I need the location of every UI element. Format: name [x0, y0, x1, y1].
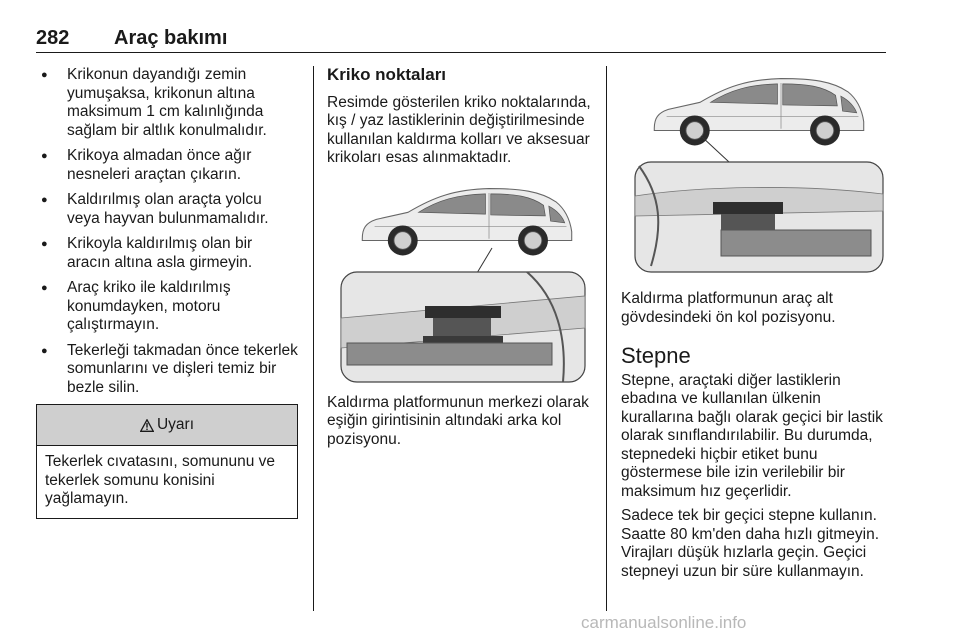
rear-jack-point-illustration: [327, 178, 592, 388]
safety-bullet-list: [36, 66, 298, 397]
list-item: ● Krikonun dayandığı zemin yumuşaksa, krikonun altına maksimum 1 cm kalınlığında sağlam bir altlık konulmalıdır.: [36, 66, 298, 140]
column-divider: [606, 66, 607, 611]
spare-wheel-usage-paragraph: Sadece tek bir geçici stepne kullanın. Saatte 80 km'den daha hızlı gitmeyin. Virajları düşük hızlarla geçin. Geçici stepneyi uzun bir süre kullanmayın.: [621, 507, 879, 580]
warning-header: [37, 405, 297, 446]
footer-watermark: carmanualsonline.info: [581, 613, 747, 632]
warning-box: [36, 404, 298, 519]
list-item: ● Krikoyla kaldırılmış olan bir aracın altına asla girmeyin.: [36, 235, 298, 272]
left-column: [36, 66, 298, 519]
section-heading-spare-wheel: Stepne: [621, 343, 691, 368]
list-item: ● Tekerleği takmadan önce tekerlek somunlarını ve dişleri temiz bir bezle silin.: [36, 342, 298, 398]
rear-jack-point-caption: Kaldırma platformunun merkezi olarak eşiğin girintisinin altındaki arka kol pozisyonu.: [327, 393, 589, 448]
middle-column: [327, 66, 592, 455]
list-item: ● Araç kriko ile kaldırılmış konumdayken, motoru çalıştırmayın.: [36, 279, 298, 335]
front-jack-point-illustration: [621, 66, 887, 276]
warning-triangle-icon: [140, 419, 154, 432]
warning-title: Uyarı: [156, 415, 195, 433]
right-column: [621, 66, 887, 587]
column-divider: [313, 66, 314, 611]
page-number: 282: [36, 27, 70, 49]
section-heading-jack-points: Kriko noktaları: [327, 65, 447, 84]
chapter-title: Araç bakımı: [114, 27, 228, 49]
spare-wheel-paragraph: Stepne, araçtaki diğer lastiklerin ebadına ve kullanılan ülkenin kurallarına bağlı olarak geçici bir lastik olarak sınıflandırılabilir. Bu durumda, stepnedeki hiçbir etiket bunu göstermese bile izin verilebilir bir maksimum hız geçerlidir.: [621, 371, 883, 500]
jack-points-intro: Resimde gösterilen kriko noktalarında, kış / yaz lastiklerinin değiştirilmesinde kullanılan kaldırma kolları ve aksesuar krikoları esas alınmaktadır.: [327, 93, 591, 166]
warning-text: Tekerlek cıvatasını, somununu ve tekerlek somunu konisini yağlamayın.: [45, 453, 276, 507]
front-jack-point-caption: Kaldırma platformunun araç alt gövdesindeki ön kol pozisyonu.: [621, 290, 836, 326]
list-item: ● Kaldırılmış olan araçta yolcu veya hayvan bulunmamalıdır.: [36, 191, 298, 228]
list-item: ● Krikoya almadan önce ağır nesneleri araçtan çıkarın.: [36, 147, 298, 184]
page-header: [36, 26, 886, 53]
